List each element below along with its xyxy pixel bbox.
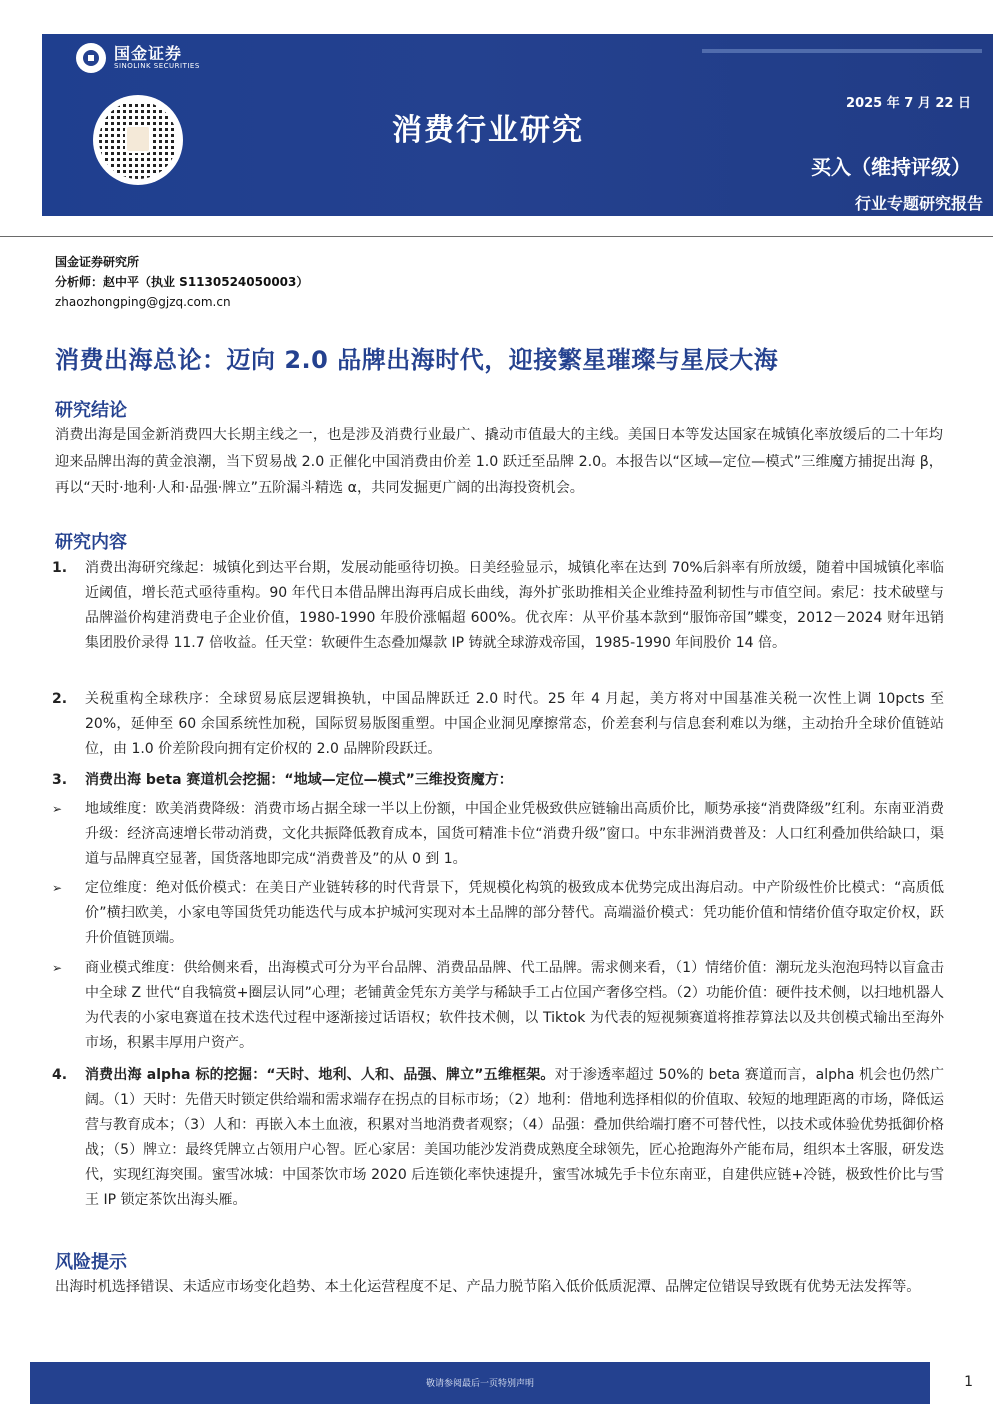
- conclusion-heading: 研究结论: [55, 400, 127, 421]
- item-number: 2.: [52, 691, 68, 707]
- logo-cn-text: 国金证券: [114, 44, 183, 64]
- bullet-text: 定位维度：绝对低价模式：在美日产业链转移的时代背景下，凭规模化构筑的极致成本优势完成出海启动。中产阶级性价比模式：“高质低价”横扫欧美，小家电等国货凭功能迭代与成本护城河实现对本土品牌的部分替代。高端溢价模式：凭功能价值和情绪价值夺取定价权，跃升价值链顶端。: [85, 880, 944, 946]
- bullet-text: 商业模式维度：供给侧来看，出海模式可分为平台品牌、消费品品牌、代工品牌。需求侧来看，（1）情绪价值：潮玩龙头泡泡玛特以盲盒击中全球 Z 世代“自我犒赏+圈层认同”心理；老铺黄金凭东方美学与稀缺手工占位国产奢侈空档。（2）功能价值：硬件技术侧，以扫地机器人为代表的小家电赛道在技术迭代过程中逐渐接过话语权；软件技术侧，以 Tiktok 为代表的短视频赛道将推荐算法以及共创模式输出至海外市场，积累丰厚用户资产。: [85, 960, 944, 1051]
- page-footer: [0, 1362, 993, 1404]
- conclusion-paragraph: 消费出海是国金新消费四大长期主线之一，也是涉及消费行业最广、撬动市值最大的主线。美国日本等发达国家在城镇化率放缓后的二十年均迎来品牌出海的黄金浪潮，当下贸易战 2.0 正催化中国消费由价差 1.0 跃迁至品牌 2.0。本报告以“区域—定位—模式”三维魔方捕捉出海 β，再以“天时·地利·人和·品强·牌立”五阶漏斗精选 α，共同发掘更广阔的出海投资机会。: [55, 427, 943, 497]
- header-top-line: [702, 49, 982, 53]
- item-number: 4.: [52, 1067, 68, 1083]
- qr-code-icon: [93, 95, 183, 185]
- content-item-2: [52, 687, 944, 762]
- analyst-info: [55, 252, 308, 312]
- report-sub-label: 证券研究报告: [923, 224, 983, 235]
- content-item-1: [52, 556, 944, 656]
- item-text: 消费出海研究缘起：城镇化到达平台期，发展动能亟待切换。日美经验显示，城镇化率在达到 70%后斜率有所放缓，随着中国城镇化率临近阈值，增长范式亟待重构。90 年代日本借品牌出海再启成长曲线，海外扩张助推相关企业维持盈利韧性与市值空间。索尼：技术破壁与品牌溢价构建消费电子企业价值，1980-1990 年股价涨幅超 600%。优衣库：从平价基本款到“服饰帝国”蝶变，2012－2024 财年迅销集团股价录得 11.7 倍收益。任天堂：软硬件生态叠加爆款 IP 铸就全球游戏帝国，1985-1990 年间股价 14 倍。: [85, 560, 944, 651]
- risk-heading: 风险提示: [55, 1252, 127, 1273]
- content-heading: 研究内容: [55, 532, 127, 553]
- footer-disclaimer: 敬请参阅最后一页特别声明: [425, 1379, 534, 1389]
- analyst-email[interactable]: zhaozhongping@gjzq.com.cn: [55, 295, 231, 309]
- industry-title: 消费行业研究: [392, 113, 584, 148]
- content-item-4: [52, 1063, 944, 1213]
- arrow-bullet-icon: ➢: [52, 802, 63, 816]
- risk-paragraph: 出海时机选择错误、未适应市场变化趋势、本土化运营程度不足、产品力脱节陷入低价低质泥潭、品牌定位错误导致既有优势无法发挥等。: [55, 1279, 921, 1295]
- header-divider: [0, 236, 993, 237]
- content-item-3: [52, 768, 944, 793]
- item-number: 1.: [52, 560, 68, 576]
- item-number: 3.: [52, 772, 68, 788]
- bullet-text: 地域维度：欧美消费降级：消费市场占据全球一半以上份额，中国企业凭极致供应链输出高质价比，顺势承接“消费降级”红利。东南亚消费升级：经济高速增长带动消费，文化共振降低教育成本，国货可精准卡位“消费升级”窗口。中东非洲消费普及：人口红利叠加供给缺口，渠道与品牌真空显著，国货落地即完成“消费普及”的从 0 到 1。: [85, 801, 944, 867]
- company-logo: [76, 43, 200, 73]
- report-type-label: 行业专题研究报告: [854, 194, 983, 213]
- report-title: 消费出海总论：迈向 2.0 品牌出海时代，迎接繁星璀璨与星辰大海: [55, 346, 779, 374]
- logo-en-text: SINOLINK SECURITIES: [114, 61, 200, 70]
- page-number: 1: [964, 1374, 973, 1390]
- item-text: 消费出海 beta 赛道机会挖掘：“地域—定位—模式”三维投资魔方：: [85, 772, 513, 788]
- bullet-region: [52, 797, 944, 872]
- logo-mark-icon: [76, 43, 106, 73]
- bullet-positioning: [52, 876, 944, 951]
- item-text: 对于渗透率超过 50%的 beta 赛道而言，alpha 机会也仍然广阔。（1）天时：先借天时锁定供给端和需求端存在拐点的目标市场；（2）地利：借地利选择相似的价值取、较短的地理距离的市场，降低运营与教育成本；（3）人和：再嵌入本土血液，积累对当地消费者观察；（4）品强：叠加供给端打磨不可替代性，以技术或体验优势抵御价格战；（5）牌立：最终凭牌立占领用户心智。匠心家居：美国功能沙发消费成熟度全球领先，匠心抢跑海外产能布局，组织本土客服，研发迭代，实现红海突围。蜜雪冰城：中国茶饮市场 2020 后连锁化率快速提升，蜜雪冰城先手卡位东南亚，自建供应链+冷链，极致性价比与雪王 IP 锁定茶饮出海头雁。: [85, 1067, 944, 1208]
- item-text: 关税重构全球秩序：全球贸易底层逻辑换轨，中国品牌跃迁 2.0 时代。25 年 4 月起，美方将对中国基准关税一次性上调 10pcts 至 20%，延伸至 60 余国系统性加税，国际贸易版图重塑。中国企业洞见摩擦常态，价差套利与信息套利难以为继，主动抬升全球价值链站位，由 1.0 价差阶段向拥有定价权的 2.0 品牌阶段跃迁。: [85, 691, 944, 757]
- analyst-name: 分析师：赵中平（执业 S1130524050003）: [55, 275, 309, 289]
- item-bold-text: 消费出海 alpha 标的挖掘：“天时、地利、人和、品强、牌立”五维框架。: [85, 1067, 555, 1083]
- arrow-bullet-icon: ➢: [52, 881, 63, 895]
- rating-label: 买入（维持评级）: [811, 155, 971, 179]
- arrow-bullet-icon: ➢: [52, 961, 63, 975]
- report-date: 2025 年 7 月 22 日: [846, 96, 971, 111]
- footer-bar: [30, 1362, 930, 1404]
- bullet-business-model: [52, 956, 944, 1056]
- institute-name: 国金证券研究所: [55, 255, 140, 269]
